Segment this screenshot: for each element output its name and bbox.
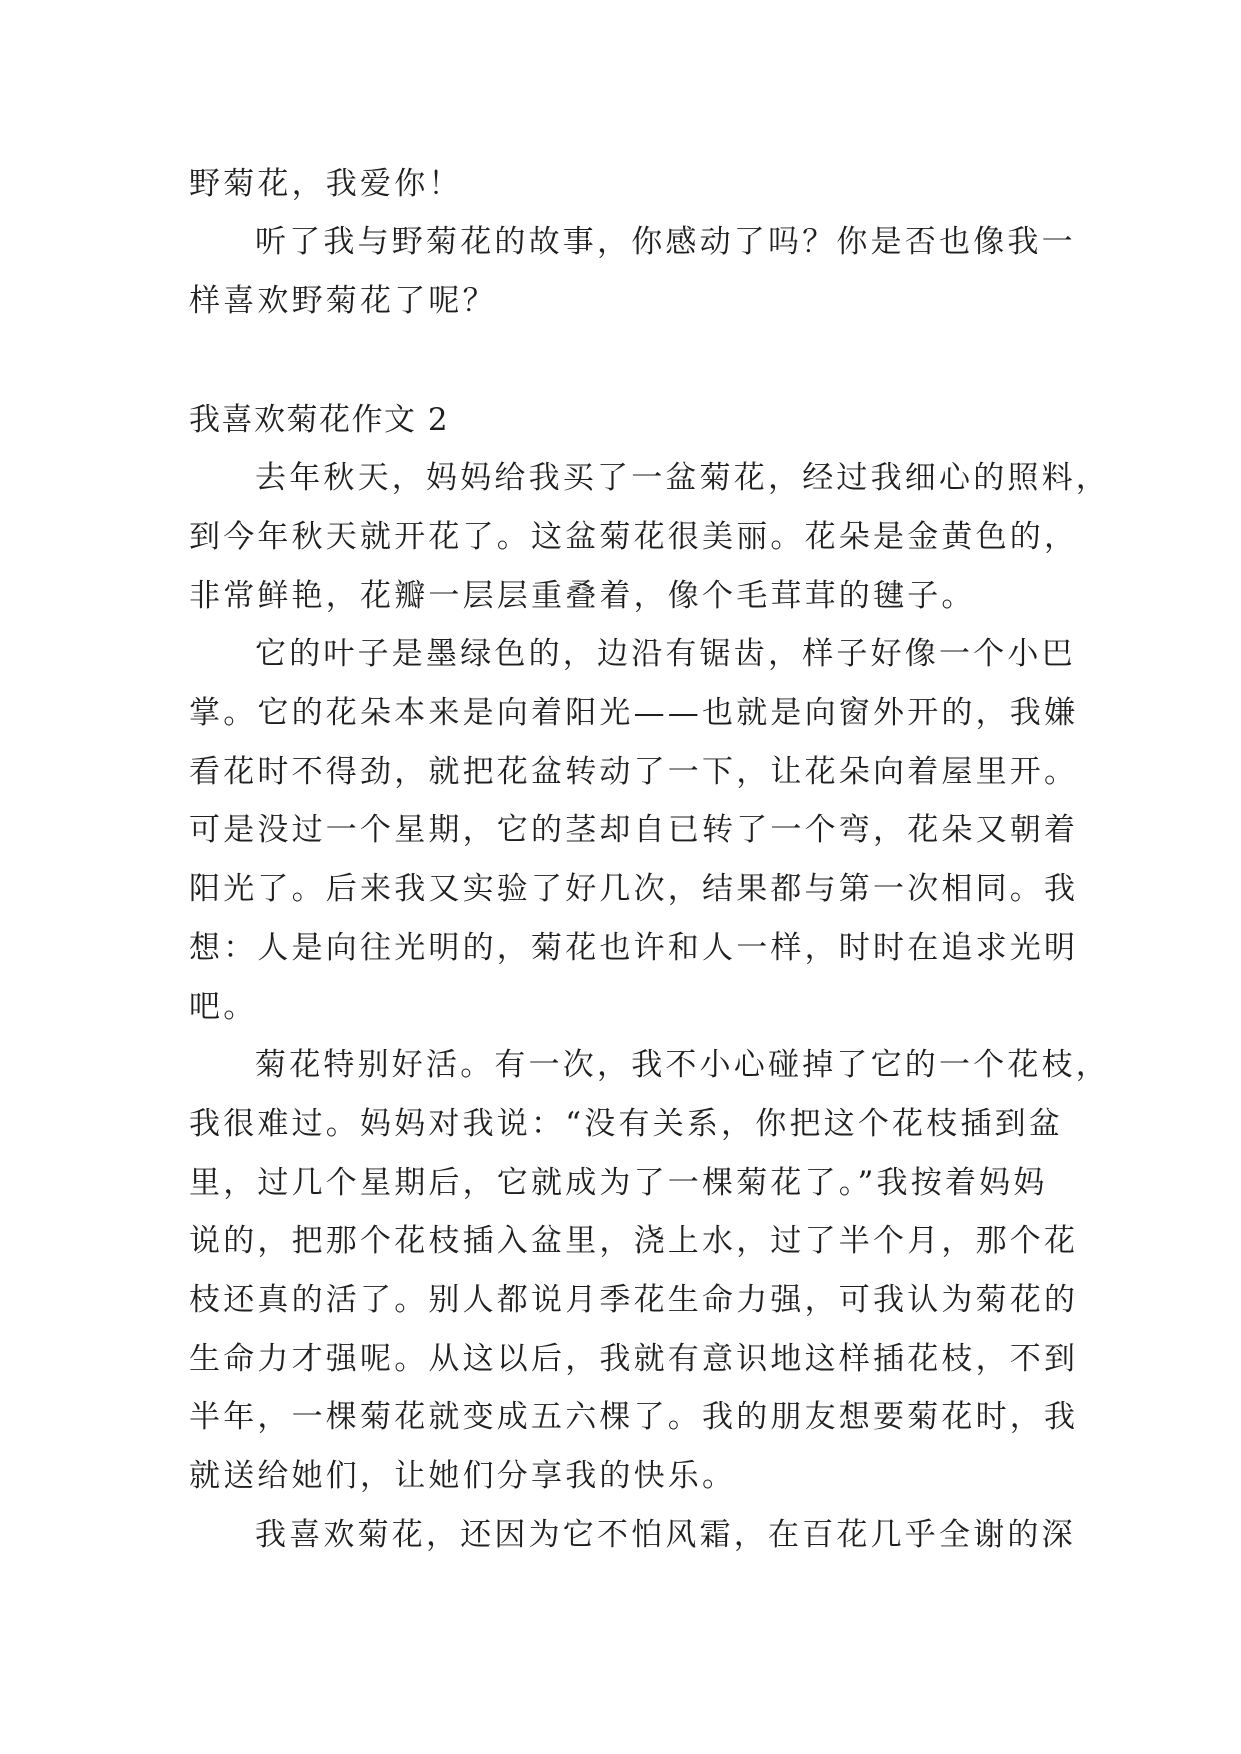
p2-line-1: 它的叶子是墨绿色的，边沿有锯齿，样子好像一个小巴 — [255, 636, 1076, 672]
p2-line-6: 想：人是向往光明的，菊花也许和人一样，时时在追求光明 — [189, 930, 1079, 966]
p3-line-4: 说的，把那个花枝插入盆里，浇上水，过了半个月，那个花 — [189, 1223, 1079, 1259]
intro-line-2: 听了我与野菊花的故事，你感动了吗？你是否也像我一 — [255, 224, 1076, 260]
essay-title: 我喜欢菊花作文 2 — [189, 402, 450, 438]
p2-line-7: 吧。 — [189, 989, 258, 1025]
p3-line-7: 半年，一棵菊花就变成五六棵了。我的朋友想要菊花时，我 — [189, 1399, 1079, 1435]
p2-line-2: 掌。它的花朵本来是向着阳光——也就是向窗外开的，我嫌 — [189, 695, 1079, 731]
p3-line-1: 菊花特别好活。有一次，我不小心碰掉了它的一个花枝， — [255, 1047, 1110, 1083]
p3-line-3: 里，过几个星期后，它就成为了一棵菊花了。”我按着妈妈 — [189, 1165, 1048, 1201]
p1-line-1: 去年秋天，妈妈给我买了一盆菊花，经过我细心的照料， — [255, 460, 1110, 496]
p2-line-3: 看花时不得劲，就把花盆转动了一下，让花朵向着屋里开。 — [189, 754, 1079, 790]
p3-line-2: 我很难过。妈妈对我说：“没有关系，你把这个花枝插到盆 — [189, 1106, 1064, 1142]
p3-line-8: 就送给她们，让她们分享我的快乐。 — [189, 1458, 737, 1494]
p4-line-1: 我喜欢菊花，还因为它不怕风霜，在百花几乎全谢的深 — [255, 1517, 1076, 1553]
p3-line-5: 枝还真的活了。别人都说月季花生命力强，可我认为菊花的 — [189, 1282, 1079, 1318]
intro-line-3: 样喜欢野菊花了呢？ — [189, 283, 497, 319]
p1-line-2: 到今年秋天就开花了。这盆菊花很美丽。花朵是金黄色的， — [189, 519, 1079, 555]
intro-line-1: 野菊花，我爱你！ — [189, 166, 463, 202]
p2-line-4: 可是没过一个星期，它的茎却自已转了一个弯，花朵又朝着 — [189, 812, 1079, 848]
p1-line-3: 非常鲜艳，花瓣一层层重叠着，像个毛茸茸的毽子。 — [189, 578, 976, 614]
p3-line-6: 生命力才强呢。从这以后，我就有意识地这样插花枝，不到 — [189, 1341, 1079, 1377]
p2-line-5: 阳光了。后来我又实验了好几次，结果都与第一次相同。我 — [189, 871, 1079, 907]
